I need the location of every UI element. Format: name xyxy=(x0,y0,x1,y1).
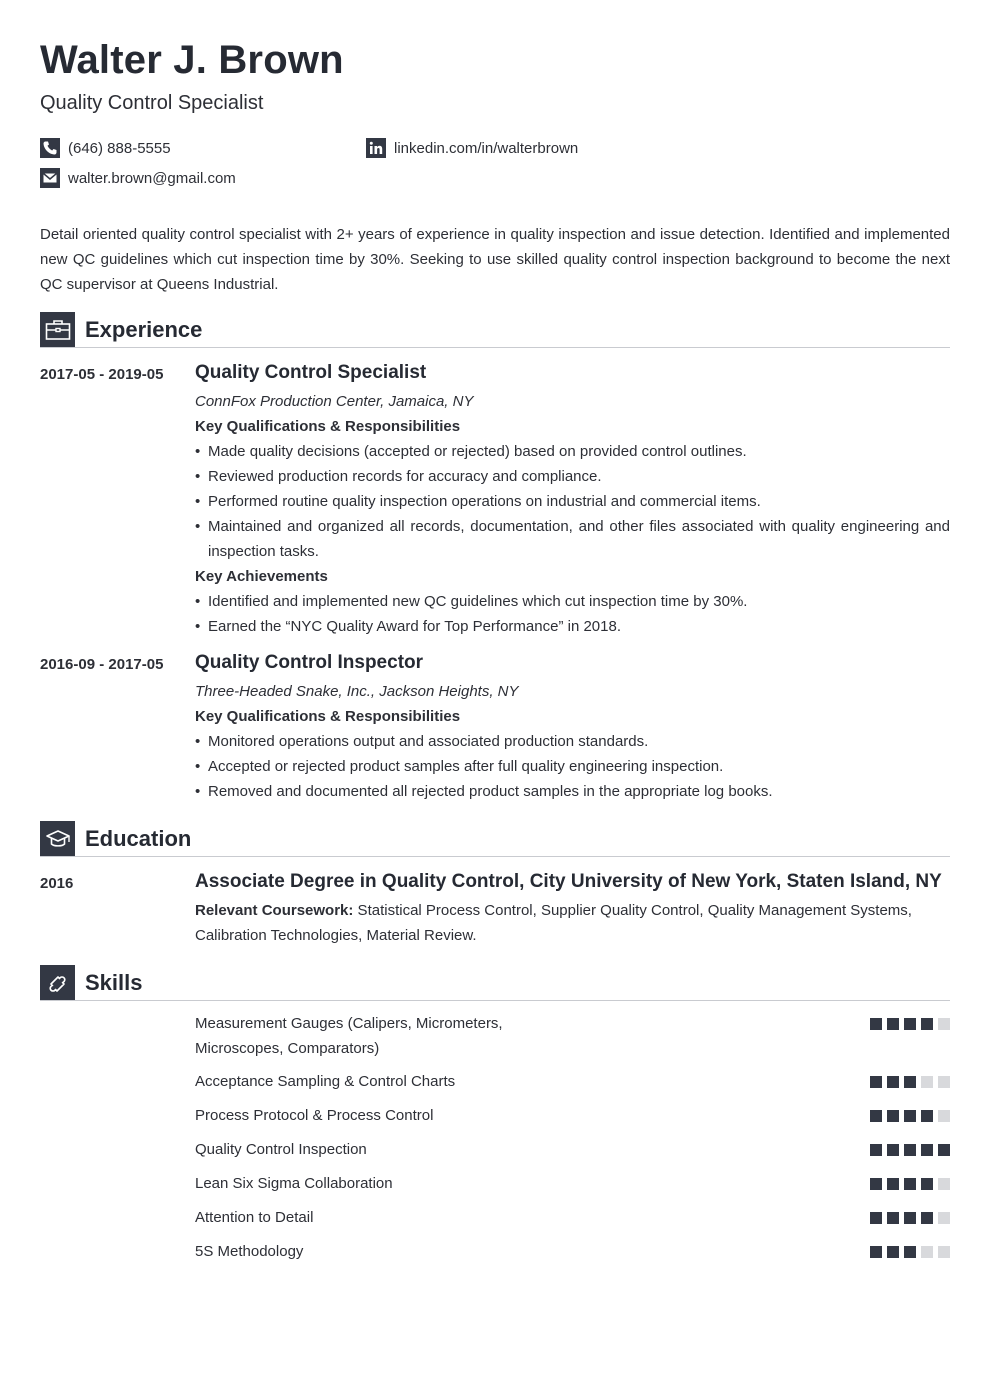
skills-heading: Skills xyxy=(85,970,143,995)
education-heading: Education xyxy=(85,826,192,851)
rating-square-filled xyxy=(887,1144,899,1156)
rating-square-filled xyxy=(921,1144,933,1156)
job-1-ach-heading: Key Achievements xyxy=(195,568,328,585)
rating-square-filled xyxy=(921,1018,933,1030)
job-1-achievements xyxy=(195,589,950,639)
coursework-text: Statistical Process Control, Supplier Quality Control, Quality Management Systems, Calibration Technologies, Material Review. xyxy=(195,902,912,944)
rating-square-empty xyxy=(938,1076,950,1088)
rating-square-empty xyxy=(938,1212,950,1224)
rating-square-filled xyxy=(887,1110,899,1122)
rating-square-filled xyxy=(870,1246,882,1258)
rating-square-filled xyxy=(870,1178,882,1190)
skill-rating xyxy=(865,1110,950,1122)
rating-square-filled xyxy=(870,1144,882,1156)
rating-square-filled xyxy=(887,1212,899,1224)
job-1-responsibilities xyxy=(195,439,950,564)
list-item: • Reviewed production records for accuracy and compliance. xyxy=(195,464,950,489)
list-item: • Monitored operations output and associated production standards. xyxy=(195,729,950,754)
list-item: • Performed routine quality inspection operations on industrial and commercial items. xyxy=(195,489,950,514)
experience-section-header xyxy=(40,312,950,348)
skill-rating xyxy=(865,1018,950,1030)
candidate-name: Walter J. Brown xyxy=(40,38,344,82)
rating-square-filled xyxy=(904,1076,916,1088)
summary-paragraph: Detail oriented quality control specialist with 2+ years of experience in quality inspection and issue detection. Identified and implemented new QC guidelines which cut inspection time by 30%. Seeking to use skilled quality control inspection background to become the next QC supervisor at Queens Industrial. xyxy=(40,226,950,293)
job-2-qual-heading: Key Qualifications & Responsibilities xyxy=(195,708,461,725)
job-1-title: Quality Control Specialist xyxy=(195,362,427,383)
puzzle-icon xyxy=(40,965,75,1000)
candidate-title: Quality Control Specialist xyxy=(40,92,264,114)
coursework xyxy=(195,898,950,948)
skill-rating xyxy=(865,1178,950,1190)
job-1 xyxy=(195,360,950,639)
job-1-company: ConnFox Production Center, Jamaica, NY xyxy=(195,393,474,410)
skill-row xyxy=(195,1011,950,1061)
skill-name: Process Protocol & Process Control xyxy=(195,1107,434,1124)
rating-square-empty xyxy=(938,1178,950,1190)
coursework-label: Relevant Coursework: xyxy=(195,902,354,919)
graduation-cap-icon xyxy=(40,821,75,856)
skill-name: Quality Control Inspection xyxy=(195,1141,367,1158)
rating-square-filled xyxy=(870,1018,882,1030)
rating-square-filled xyxy=(904,1110,916,1122)
envelope-icon xyxy=(40,168,60,188)
phone-text: (646) 888-5555 xyxy=(68,139,171,157)
phone-icon xyxy=(40,138,60,158)
rating-square-filled xyxy=(887,1018,899,1030)
rating-square-filled xyxy=(870,1076,882,1088)
rating-square-filled xyxy=(904,1212,916,1224)
skill-row xyxy=(195,1171,950,1196)
education-entry xyxy=(195,869,950,948)
skill-row xyxy=(195,1103,950,1128)
rating-square-filled xyxy=(904,1246,916,1258)
skill-rating xyxy=(865,1246,950,1258)
job-2-title: Quality Control Inspector xyxy=(195,652,424,673)
email-text: walter.brown@gmail.com xyxy=(68,169,236,187)
rating-square-filled xyxy=(887,1076,899,1088)
skill-row xyxy=(195,1069,950,1094)
skill-rating xyxy=(865,1144,950,1156)
skill-name: 5S Methodology xyxy=(195,1243,304,1260)
rating-square-filled xyxy=(887,1178,899,1190)
skills-section-header xyxy=(40,965,950,1001)
rating-square-filled xyxy=(870,1212,882,1224)
rating-square-empty xyxy=(921,1076,933,1088)
rating-square-filled xyxy=(904,1178,916,1190)
contact-linkedin[interactable] xyxy=(366,138,578,158)
rating-square-empty xyxy=(921,1246,933,1258)
linkedin-text: linkedin.com/in/walterbrown xyxy=(394,139,579,157)
skill-name: Attention to Detail xyxy=(195,1209,314,1226)
list-item: • Earned the “NYC Quality Award for Top Performance” in 2018. xyxy=(195,614,950,639)
skill-rating xyxy=(865,1212,950,1224)
list-item: • Maintained and organized all records, documentation, and other files associated with quality engineering and inspection tasks. xyxy=(195,514,950,564)
job-1-dates: 2017-05 - 2019-05 xyxy=(40,366,164,383)
rating-square-filled xyxy=(904,1144,916,1156)
list-item: • Made quality decisions (accepted or rejected) based on provided control outlines. xyxy=(195,439,950,464)
skill-name: Acceptance Sampling & Control Charts xyxy=(195,1073,456,1090)
skill-name: Lean Six Sigma Collaboration xyxy=(195,1175,393,1192)
rating-square-filled xyxy=(887,1246,899,1258)
education-year: 2016 xyxy=(40,875,74,892)
experience-heading: Experience xyxy=(85,317,203,342)
education-section-header xyxy=(40,821,950,857)
rating-square-filled xyxy=(921,1110,933,1122)
contact-email[interactable] xyxy=(40,168,236,188)
rating-square-filled xyxy=(938,1144,950,1156)
list-item: • Accepted or rejected product samples after full quality engineering inspection. xyxy=(195,754,950,779)
list-item: • Identified and implemented new QC guidelines which cut inspection time by 30%. xyxy=(195,589,950,614)
skill-rating xyxy=(865,1076,950,1088)
skill-row xyxy=(195,1239,950,1264)
rating-square-empty xyxy=(938,1018,950,1030)
list-item: • Removed and documented all rejected product samples in the appropriate log books. xyxy=(195,779,950,804)
rating-square-filled xyxy=(870,1110,882,1122)
skill-name: Measurement Gauges (Calipers, Micrometers, Microscopes, Comparators) xyxy=(195,1015,503,1057)
rating-square-filled xyxy=(921,1212,933,1224)
job-2-responsibilities xyxy=(195,729,950,804)
rating-square-filled xyxy=(921,1178,933,1190)
job-2-dates: 2016-09 - 2017-05 xyxy=(40,656,164,673)
rating-square-empty xyxy=(938,1110,950,1122)
job-1-qual-heading: Key Qualifications & Responsibilities xyxy=(195,418,461,435)
skill-row xyxy=(195,1205,950,1230)
job-2 xyxy=(195,650,950,804)
linkedin-icon xyxy=(366,138,386,158)
contact-phone[interactable] xyxy=(40,138,171,158)
degree-title: Associate Degree in Quality Control, City University of New York, Staten Island, NY xyxy=(195,871,942,892)
rating-square-filled xyxy=(904,1018,916,1030)
rating-square-empty xyxy=(938,1246,950,1258)
briefcase-icon xyxy=(40,312,75,347)
job-2-company: Three-Headed Snake, Inc., Jackson Heights, NY xyxy=(195,683,519,700)
skill-row xyxy=(195,1137,950,1162)
